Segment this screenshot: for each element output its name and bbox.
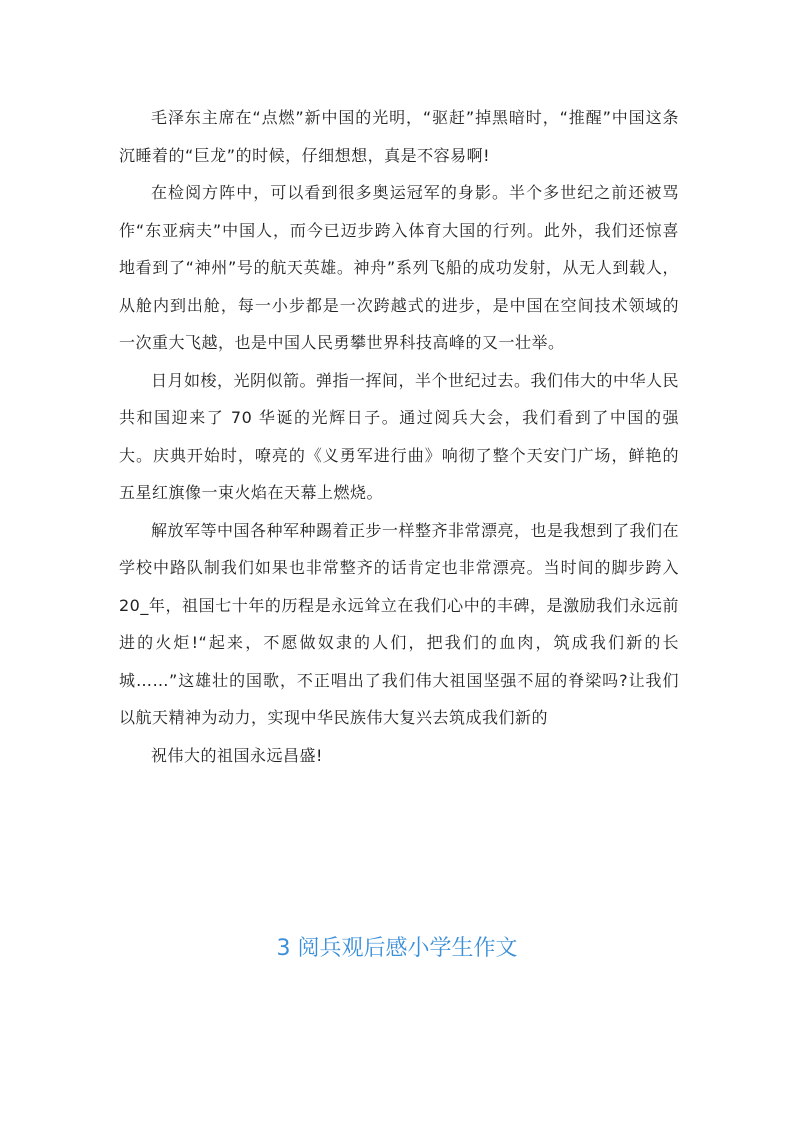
paragraph-1: 毛泽东主席在“点燃”新中国的光明，“驱赶”掉黑暗时，“推醒”中国这条沉睡着的“巨龙”的时候，仔细想想，真是不容易啊! — [119, 108, 679, 165]
essay-body — [119, 99, 679, 774]
section-heading: 3 阅兵观后感小学生作文 — [276, 936, 518, 961]
paragraph-3: 日月如梭，光阴似箭。弹指一挥间，半个世纪过去。我们伟大的中华人民共和国迎来了 70 华诞的光辉日子。通过阅兵大会，我们看到了中国的强大。庆典开始时，嘹亮的《义勇军进行曲》响彻了整个天安门广场，鲜艳的五星红旗像一束火焰在天幕上燃烧。 — [119, 370, 680, 502]
paragraph-2: 在检阅方阵中，可以看到很多奥运冠军的身影。半个多世纪之前还被骂作“东亚病夫”中国人，而今已迈步跨入体育大国的行列。此外，我们还惊喜地看到了“神州”号的航天英雄。神舟”系列飞船的成功发射，从无人到载人，从舱内到出舱，每一小步都是一次跨越式的进步，是中国在空间技术领域的一次重大飞越，也是中国人民勇攀世界科技高峰的又一壮举。 — [119, 183, 679, 352]
paragraph-5: 祝伟大的祖国永远昌盛! — [151, 745, 323, 765]
paragraph-4: 解放军等中国各种军种踢着正步一样整齐非常漂亮，也是我想到了我们在学校中路队制我们如果也非常整齐的话肯定也非常漂亮。当时间的脚步跨入 20_年，祖国七十年的历程是永远耸立在我们心中的丰碑，是激励我们永远前进的火炬!“起来，不愿做奴隶的人们，把我们的血肉，筑成我们新的长城……”这雄壮的国歌，不正唱出了我们伟大祖国坚强不屈的脊梁吗?让我们以航天精神为动力，实现中华民族伟大复兴去筑成我们新的 — [119, 520, 680, 727]
